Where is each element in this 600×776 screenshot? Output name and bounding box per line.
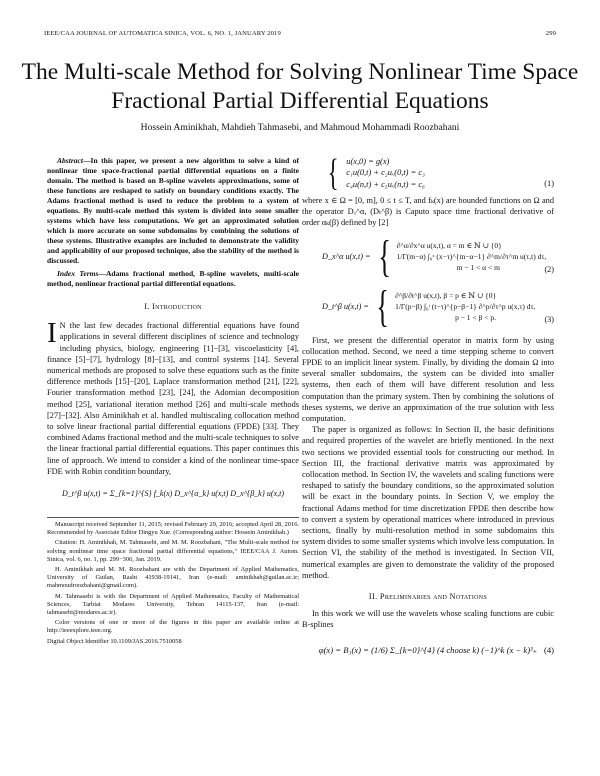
eq1-row: c₁u(0,t) + c₂uₓ(0,t) = c₃ xyxy=(346,168,425,178)
equation-1 xyxy=(324,154,554,192)
equation-number: (3) xyxy=(544,315,554,325)
equation-4 xyxy=(302,635,554,667)
abstract xyxy=(47,156,299,266)
index-terms xyxy=(47,269,299,289)
footnote-affiliation-1: H. Aminikhah and M. M. Roozbahani are with the Department of Applied Mathematics, University of Guilan, Rasht 41938-19141, Iran (e-mail: aminikhah@guilan.ac.ir; mahmoudroozbahani@gmail.com). xyxy=(47,566,299,590)
journal-name: IEEE/CAA JOURNAL OF AUTOMATICA SINICA, VOL. 6, NO. 1, JANUARY 2019 xyxy=(44,30,281,37)
footnote-affiliation-2: M. Tahmasebi is with the Department of Applied Mathematics, Faculty of Mathematical Sciences, Tarbiat Modares University, Tehran 14115-137, Iran (e-mail: tahmasebi@modares.ac.ir). xyxy=(47,592,299,617)
equation-2 xyxy=(322,231,554,281)
eq3-row: 1/Γ(p−β) ∫₀ᵗ (t−τ)^{p−β−1} ∂^p/∂τ^p u(x,τ) dτ, xyxy=(395,302,536,312)
index-terms-text: —Adams fractional method, B-spline wavelets, multi-scale method, nonlinear fractional partial differential equations. xyxy=(47,269,299,288)
page-number: 299 xyxy=(545,30,556,37)
eq3-lhs: D_t^β u(x,t) = xyxy=(322,302,369,311)
eq2-row: m − 1 < α < m xyxy=(456,263,500,273)
where-text: where x ∈ Ω = [0, m], 0 ≤ t ≤ T, and fₖ(x) are bounded functions on Ω and the operator Dₓ^α, (Dₜ^β) is Caputo space time fractional derivative of order αₖ(β) defined by [2] xyxy=(302,196,554,228)
equation-3 xyxy=(322,281,554,331)
body-paragraph: In this work we will use the wavelets whose scaling functions are cubic B-splines xyxy=(302,609,554,630)
main-equation xyxy=(47,477,299,511)
footnote-doi: Digital Object Identifier 10.1109/JAS.2016.7510058 xyxy=(47,637,182,645)
equation-number: (1) xyxy=(544,178,554,188)
eq1-row: u(x,0) = g(x) xyxy=(346,156,390,166)
footnote-citation: Citation: H. Aminikhah, M. Tahmasebi, and M. M. Roozbahani, "The Multi-scale method for solving nonlinear time space fractional partial differential equations," IEEE/CAA J. Autom. Sinica, vol. 6, no. 1, pp. 299−306, Jan. 2019. xyxy=(47,539,299,563)
authors: Hossein Aminikhah, Mahdieh Tahmasebi, and Mahmoud Mohammadi Roozbahani xyxy=(140,122,460,133)
abstract-text: —In this paper, we present a new algorithm to solve a kind of nonlinear time space-fractional partial differential equations on a finite domain. The method is based on B-spline wavelets approximations, some of these functions are reshaped to satisfy on boundary conditions exactly. The Adams fractional method is used to reduce the problem to a system of equations. By multi-scale method this system is divided into some smaller systems which have less computations. We get an approximated solution which is more accurate on some subdomains by combining the solutions of these systems. Illustrative examples are included to demonstrate the validity and applicability of our proposed technique, also the stability of the method is discussed. xyxy=(47,156,299,265)
left-column xyxy=(47,156,299,648)
footnotes xyxy=(47,517,299,646)
main-equation-text: D_t^β u(x,t) = Σ_{k=1}^{S} f_k(x) D_x^{α_k} u(x,t) D_x^{β_k} u(x,t) xyxy=(61,489,285,499)
section-heading-preliminaries: II. Preliminaries and Notations xyxy=(368,592,488,602)
eq4-expression: φ(x) = B₃(x) = (1/6) Σ_{k=0}^{4} (4 choose k) (−1)^k (x − k)³₊ xyxy=(318,645,538,656)
body-paragraph: The paper is organized as follows: In Section II, the basic definitions and required properties of the wavelet are briefly mentioned. In the next two sections we provided essential tools for constructing our method. In Section III, the fractional derivative matrix was approximated by collocation method. In Section IV, the wavelets and scaling functions were reshaped to satisfy the boundary conditions, so the approximated solution will be exact in the boundary points. In Section V, we employ the fractional Adams method for time discretization FPDE then describe how to convert a system by operational matrices where introduced in previous sections, finally by multi-resolution method in some subdomains this system divides to some smaller systems which involve less computation. In Section VI, the stability of the method is investigated. In Section VII, numerical examples are given to demonstrate the validity of the proposed method. xyxy=(302,425,554,580)
intro-paragraph: I N the last few decades fractional differential equations have found applications in several different disciplines of science and technology including physics, biology, engineering [1]−[3], viscoelasticity [4], finance [5]−[7], hydrology [8]−[13], and control systems [14]. Several numerical methods are proposed to solve these equations such as the finite difference methods [15]−[20], Laplace transformation method [21], [22], Fourier transformation method [23], [24], the Adomian decomposition method [25], variational iteration method [26] and multi-scale methods [27]−[32]. Also Aminikhah et al. handled multiscaling collocation method to solve linear fractional partial differential equations (FPDE) [33]. They combined Adams fractional method and the multi-scale techniques to solve the linear fractional partial differential equations. This paper continues this line of approach. We intend to consider a kind of the nonlinear time-space FDE with Robin condition boundary, xyxy=(47,317,299,476)
footnote-color: Color versions of one or more of the figures in this paper are available online at http://ieeexplore.ieee.org. xyxy=(47,619,299,635)
equation-number: (2) xyxy=(544,265,554,275)
abstract-label: Abstract xyxy=(57,156,83,165)
paper-title: The Multi-scale Method for Solving Nonlinear Time Space Fractional Partial Differential Equations xyxy=(21,59,579,114)
drop-cap: I xyxy=(47,317,57,350)
right-column xyxy=(302,154,554,667)
equation-number: (4) xyxy=(543,645,554,656)
section-heading-introduction: I. Introduction xyxy=(144,302,202,311)
left-brace: { xyxy=(377,231,391,281)
left-brace: { xyxy=(327,152,339,194)
index-terms-label: Index Terms xyxy=(57,269,99,278)
left-brace: { xyxy=(376,281,389,331)
running-header xyxy=(44,30,556,37)
eq3-row: ∂^β/∂t^β u(x,t), β = p ∈ ℕ ∪ {0} xyxy=(395,291,497,301)
eq2-lhs: D_x^α u(x,t) = xyxy=(322,252,371,261)
footnote-manuscript: Manuscript received September 11, 2015; revised February 29, 2016; accepted April 28, 2016. Recommended by Associate Editor Dingyu Xue. (Corresponding author: Hossein Aminikhah.) xyxy=(47,521,299,537)
eq3-row: p − 1 < β < p. xyxy=(455,313,496,323)
body-paragraph: First, we present the differential operator in matrix form by using collocation method. Second, we need a time stepping scheme to convert FPDE to an implicit linear system. Finally, by dividing the domain Ω into several smaller subdomains, the system can be divided into smaller systems, then each of them will have different resolution and less computation than the primary system. Then by combining the solutions of theses systems, we derive an approximation of the true solution with less computation. xyxy=(302,335,554,424)
eq2-row: 1/Γ(m−α) ∫₀ˣ (x−τ)^{m−α−1} ∂^m/∂τ^m u(τ,t) dτ, xyxy=(396,252,547,262)
eq2-row: ∂^α/∂x^α u(x,t), α = m ∈ ℕ ∪ {0} xyxy=(396,241,502,251)
eq1-row: c₄u(n,t) + c₅uₓ(n,t) = c₆ xyxy=(346,179,425,189)
